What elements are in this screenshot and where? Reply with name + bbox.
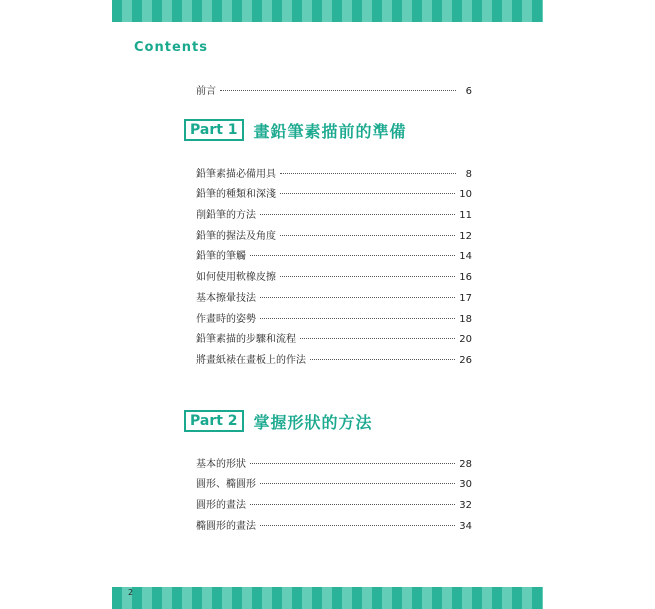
leader-dots — [260, 318, 455, 319]
toc-entry-page: 14 — [459, 251, 472, 262]
toc-entry[interactable] — [196, 247, 472, 263]
toc-entry-label: 作畫時的姿勢 — [196, 314, 256, 325]
leader-dots — [260, 525, 455, 526]
toc-entry-page: 32 — [459, 500, 472, 511]
toc-entry-label: 基本的形狀 — [196, 459, 246, 470]
toc-entry-page: 16 — [459, 272, 472, 283]
toc-entry-label: 基本擦暈技法 — [196, 293, 256, 304]
toc-entry-page: 17 — [459, 293, 472, 304]
leader-dots — [300, 338, 455, 339]
toc-entry-page: 8 — [465, 169, 472, 180]
toc-entry[interactable] — [196, 206, 472, 222]
toc-entry[interactable] — [196, 310, 472, 326]
part-title: 掌握形狀的方法 — [253, 412, 373, 432]
leader-dots — [260, 214, 455, 215]
contents-heading: Contents — [134, 40, 208, 55]
toc-entry-page: 28 — [459, 459, 472, 470]
toc-entry-label: 鉛筆的筆觸 — [196, 251, 246, 262]
leader-dots — [250, 255, 455, 256]
leader-dots — [280, 235, 455, 236]
toc-entry-page: 18 — [459, 314, 472, 325]
leader-dots — [280, 276, 455, 277]
book-page — [112, 0, 543, 609]
toc-entry-label: 圓形、橢圓形 — [196, 479, 256, 490]
toc-entry[interactable] — [196, 185, 472, 201]
toc-entry[interactable] — [196, 289, 472, 305]
toc-entry-label: 圓形的畫法 — [196, 500, 246, 511]
part-tag: Part 1 — [184, 119, 244, 141]
toc-entry-label: 前言 — [196, 86, 216, 97]
toc-entry-page: 26 — [459, 355, 472, 366]
toc-entry-page: 20 — [459, 334, 472, 345]
toc-entry-preface[interactable] — [196, 82, 472, 98]
toc-entry[interactable] — [196, 351, 472, 367]
toc-entry-label: 將畫紙裱在畫板上的作法 — [196, 355, 306, 366]
leader-dots — [220, 90, 456, 91]
leader-dots — [310, 359, 455, 360]
toc-entry-label: 如何使用軟橡皮擦 — [196, 272, 276, 283]
leader-dots — [250, 463, 455, 464]
part-tag: Part 2 — [184, 410, 244, 432]
toc-entry-label: 削鉛筆的方法 — [196, 210, 256, 221]
toc-entry[interactable] — [196, 496, 472, 512]
leader-dots — [280, 173, 456, 174]
toc-entry-page: 6 — [465, 86, 472, 97]
toc-entry-page: 10 — [459, 189, 472, 200]
toc-entry-label: 鉛筆素描的步驟和流程 — [196, 334, 296, 345]
toc-entry[interactable] — [196, 227, 472, 243]
leader-dots — [280, 193, 455, 194]
leader-dots — [250, 504, 455, 505]
toc-entry-label: 鉛筆的握法及角度 — [196, 231, 276, 242]
leader-dots — [260, 483, 455, 484]
toc-entry-label: 鉛筆的種類和深淺 — [196, 189, 276, 200]
toc-entry[interactable] — [196, 455, 472, 471]
toc-entry-page: 11 — [459, 210, 472, 221]
toc-entry-page: 30 — [459, 479, 472, 490]
toc-entry[interactable] — [196, 165, 472, 181]
part-title: 畫鉛筆素描前的準備 — [253, 121, 407, 141]
top-stripe-band — [112, 0, 543, 22]
toc-entry-label: 鉛筆素描必備用具 — [196, 169, 276, 180]
toc-entry[interactable] — [196, 268, 472, 284]
part-1-header — [184, 119, 407, 141]
page-number: 2 — [128, 588, 134, 597]
part-2-header — [184, 410, 373, 432]
toc-entry[interactable] — [196, 475, 472, 491]
toc-entry[interactable] — [196, 517, 472, 533]
leader-dots — [260, 297, 455, 298]
toc-entry-page: 12 — [459, 231, 472, 242]
toc-entry[interactable] — [196, 330, 472, 346]
toc-entry-label: 橢圓形的畫法 — [196, 521, 256, 532]
toc-entry-page: 34 — [459, 521, 472, 532]
bottom-stripe-band — [112, 587, 543, 609]
